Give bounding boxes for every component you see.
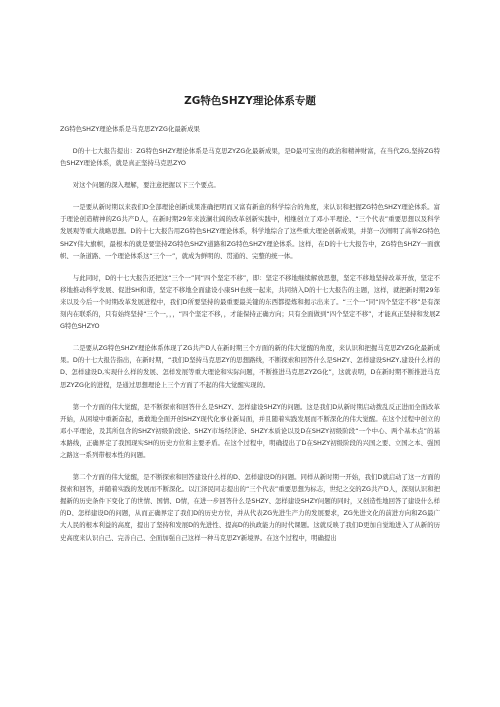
paragraph: 第一个方面的伟大觉醒，是不断探索和回答什么是SHZY、怎样建设SHZY的问题。这是我们D从新时期启动拨乱反正进而全面改革开始，从困境中重新奋起，勇敢地全面开创SHZY现代化事业新局面，并且随着实践发展而不断深化的伟大觉醒。在这个过程中创立的邓小平理论，及其所包含的SHZY初级阶段论、SHZY市场经济论、SHZY本质论以及D在SHZY初级阶段“一个中心、两个基本点”的基本路线，正确界定了我国现实SH的历史方位和主要矛盾。在这个过程中，明确提出了D在SHZY初级阶段的兴国之要、立国之本、强国之路这一系列带根本性的问题。 xyxy=(60,402,440,459)
document-title: ZG特色SHZY理论体系专题 xyxy=(184,95,316,107)
paragraph: D的十七大报告提出：ZG特色SHZY理论体系是马克思ZYZG化最新成果，是D最可宝贵的政治和精神财富，在当代ZG,坚持ZG特色SHZY理论体系，就是真正坚持马克思ZYO xyxy=(60,147,440,168)
document-subtitle: ZG特色SHZY理论体系是马克思ZYZG化最新成果 xyxy=(60,125,200,133)
paragraph: 二是要从ZG特色SHZY理论体系体现了ZG共产D人在新时期三个方面的新的伟大觉醒的角度，来认识和把握马克思ZYZG化最新成果。D的十七大报告指出，在新时期，“我们D坚持马克思ZY的思想路线，不断探索和回答什么是SHZY、怎样建设SHZY,建设什么样的D、怎样建设D,实现什么样的发展、怎样发展等重大理论和实际问题，不断推进马克思ZYZG化”，这就表明，D在新时期不断推进马克思ZYZG化的进程，是通过思想理论上三个方面了不起的伟大觉醒实现的。 xyxy=(60,344,440,389)
paragraph: 对这个问题的深入理解，要注意把握以下三个要点。 xyxy=(72,181,220,190)
paragraph: 第二个方面的伟大觉醒，是不断探索和回答建设什么样的D、怎样建设D的问题。同样从新时期一开始，我们D就启动了这一方面的探索和回答，并随着实践的发展而不断深化。以江泽民同志提出的“三个代表”重要思想为标志，世纪之交的ZG共产D人，深刻认识和把握新的历史条件下变化了的世情、国情、D情，在进一步回答什么是SHZY、怎样建设SHZY问题的同时，又创造性地回答了建设什么样的D、怎样建设D的问题，从而正确界定了我们D的历史方位，并从代表ZG先进生产力的发展要求，ZG先进文化的前进方向和ZG最广大人民的根本利益的高度，提出了坚持和发展D的先进性、提高D的执政能力的时代课题。这就反映了我们D更加自觉地进入了从新的历史高度来认识自己、完善自己、全面加强自己这样一种马克思ZY新境界。在这个过程中，明确提出 xyxy=(60,473,440,542)
paragraph: 一是要从新时期以来我们D全部理论创新成果准确把明而又富有新意的科学综合的角度，来认识和把握ZG特色SHZY理论体系。富于理论创造精神的ZG共产D人，在新时期29年来波澜壮阔的改革创新实践中，相继创立了邓小平理论、“三个代表”重要思想以及科学发展观等重大战略思想。D的十七大报告用ZG特色SHZY理论体系，科学地综合了这些重大理论创新成果，并第一次阐明了高举ZG特色SHZY伟大旗帜，最根本的就是要坚持ZG特色SHZY道路和ZG特色SHZY理论体系。这样，在D的十七大报告中，ZG特色SHZY一面旗帜、一条道路、一个理论体系这“三个一”，就成为鲜明的、贯通的、完整的统一体。 xyxy=(60,203,440,260)
document-body xyxy=(60,125,440,554)
paragraph: 与此同时，D的十七大报告还把这“三个一”同“四个坚定不移”，即：坚定不移地继续解放思想，坚定不移地坚持改革开放，坚定不移地推动科学发展、促进SH和谐，坚定不移地全面建设小康SH也统一起来，共同纳入D的十七大报告的主题，这样，就把新时期29年来以及今后一个时期改革发展进程中，我们D所要坚持的最重要最关键的东西都提炼和揭示出来了。“三个一”同“四个坚定不移”是有深刻内在联系的，只有始终坚持“三个一，，，“四个坚定不移，，才能保持正确方向；只有全面做到“四个坚定不移”，才能真正坚持和发展ZG特色SHZYO xyxy=(60,273,440,331)
